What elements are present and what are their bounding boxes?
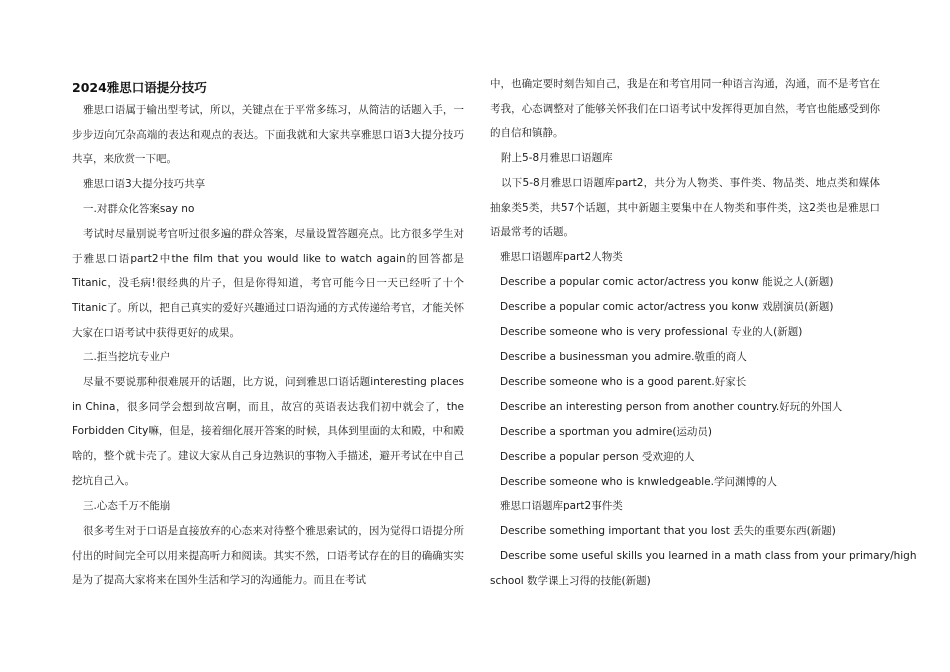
tip3-paragraph: 很多考生对于口语是直接放弃的心态来对待整个雅思索试的，因为觉得口语提分所付出的时间完全可以用来提高听力和阅读。其实不然，口语考试存在的目的确确实实是为了提高大家将来在国外生活和学习的沟通能力。而且在考试 [72, 525, 464, 587]
list-item: Describe a popular person 受欢迎的人 [500, 451, 695, 463]
list-item: Describe someone who is a good parent.好家长 [500, 376, 747, 388]
list-item: Describe an interesting person from another country.好玩的外国人 [500, 401, 843, 413]
list-item: Describe a popular comic actor/actress you konw 戏剧演员(新题) [500, 301, 834, 313]
list-item: Describe a sportman you admire(运动员) [500, 426, 713, 438]
tip2-paragraph: 尽量不要说那种很难展开的话题，比方说，问到雅思口语话题interesting places in China，很多同学会想到故宫啊，而且，故宫的英语表达我们初中就会了，the Forbidden City嘛，但是，接着细化展开答案的时候，具体到里面的太和殿，中和殿啥的，整个就卡壳了。建议大家从自己身边熟识的事物入手描述，避开考试在中自己挖坑自己入。 [72, 376, 464, 487]
section-title: 雅思口语3大提分技巧共享 [83, 178, 206, 190]
tip3-heading: 三.心态千万不能崩 [83, 500, 171, 512]
people-heading: 雅思口语题库part2人物类 [500, 251, 623, 263]
list-item: Describe a popular comic actor/actress you konw 能说之人(新题) [500, 276, 834, 288]
appendix-heading: 附上5-8月雅思口语题库 [501, 152, 613, 164]
continuation-paragraph: 中，也确定要时刻告知自己，我是在和考官用同一种语言沟通，沟通，而不是考官在考我，心态调整对了能够关怀我们在口语考试中发挥得更加自然，考官也能感受到你的自信和镇静。 [490, 78, 880, 140]
document-title: 2024雅思口语提分技巧 [72, 80, 207, 95]
list-item: Describe some useful skills you learned in a math class from your primary/high [500, 550, 917, 562]
list-item: Describe a businessman you admire.敬重的商人 [500, 351, 747, 363]
tip2-heading: 二.拒当挖坑专业户 [83, 351, 171, 363]
list-item: Describe someone who is knwledgeable.学问渊博的人 [500, 476, 777, 488]
tip1-heading: 一.对群众化答案say no [83, 203, 195, 215]
events-heading: 雅思口语题库part2事件类 [500, 500, 623, 512]
list-item: Describe something important that you lost 丢失的重要东西(新题) [500, 525, 836, 537]
list-item: school 数学课上习得的技能(新题) [490, 575, 651, 587]
list-item: Describe someone who is very professional 专业的人(新题) [500, 326, 803, 338]
intro-paragraph: 雅思口语属于输出型考试，所以，关键点在于平常多练习，从简洁的话题入手，一步步迈向冗杂高端的表达和观点的表达。下面我就和大家共享雅思口语3大提分技巧共享，来欣赏一下吧。 [72, 104, 464, 166]
appendix-paragraph: 以下5-8月雅思口语题库part2，共分为人物类、事件类、物品类、地点类和媒体抽象类5类，共57个话题，其中新题主要集中在人物类和事件类，这2类也是雅思口语最常考的话题。 [490, 177, 880, 239]
tip1-paragraph: 考试时尽量别说考官听过很多遍的群众答案，尽量设置答题亮点。比方很多学生对于雅思口语part2中the film that you would like to watch again的回答都是Titanic，没毛病!很经典的片子，但是你得知道，考官可能今日一天已经听了十个Titanic了。所以，把自己真实的爱好兴趣通过口语沟通的方式传递给考官，才能关怀大家在口语考试中获得更好的成果。 [72, 228, 464, 339]
